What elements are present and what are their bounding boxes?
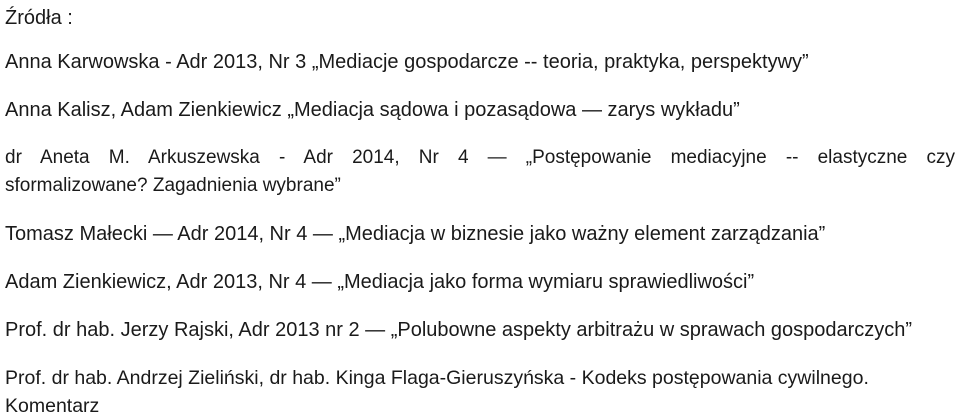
source-entry: Tomasz Małecki — Adr 2014, Nr 4 — „Mediacja w biznesie jako ważny element zarządzania” (5, 223, 826, 245)
source-entry-line-2: Komentarz (5, 395, 100, 417)
source-entry: Adam Zienkiewicz, Adr 2013, Nr 4 — „Mediacja jako forma wymiaru sprawiedliwości” (5, 271, 755, 293)
source-entry: Anna Kalisz, Adam Zienkiewicz „Mediacja sądowa i pozasądowa — zarys wykładu” (5, 99, 740, 121)
source-entry: Anna Karwowska - Adr 2013, Nr 3 „Mediacje gospodarcze -- teoria, praktyka, perspektywy” (5, 51, 809, 73)
source-entry-line-2: sformalizowane? Zagadnienia wybrane” (5, 175, 341, 196)
source-entry-line-1: dr Aneta M. Arkuszewska - Adr 2014, Nr 4 — „Postępowanie mediacyjne -- elastyczne czy (5, 147, 955, 168)
source-entry-line-1: Prof. dr hab. Andrzej Zieliński, dr hab. Kinga Flaga-Gieruszyńska - Kodeks postępowania cywilnego. (5, 367, 869, 389)
source-entry: Prof. dr hab. Jerzy Rajski, Adr 2013 nr 2 — „Polubowne aspekty arbitrażu w sprawach gospodarczych” (5, 319, 913, 341)
sources-heading: Źródła : (5, 7, 73, 29)
